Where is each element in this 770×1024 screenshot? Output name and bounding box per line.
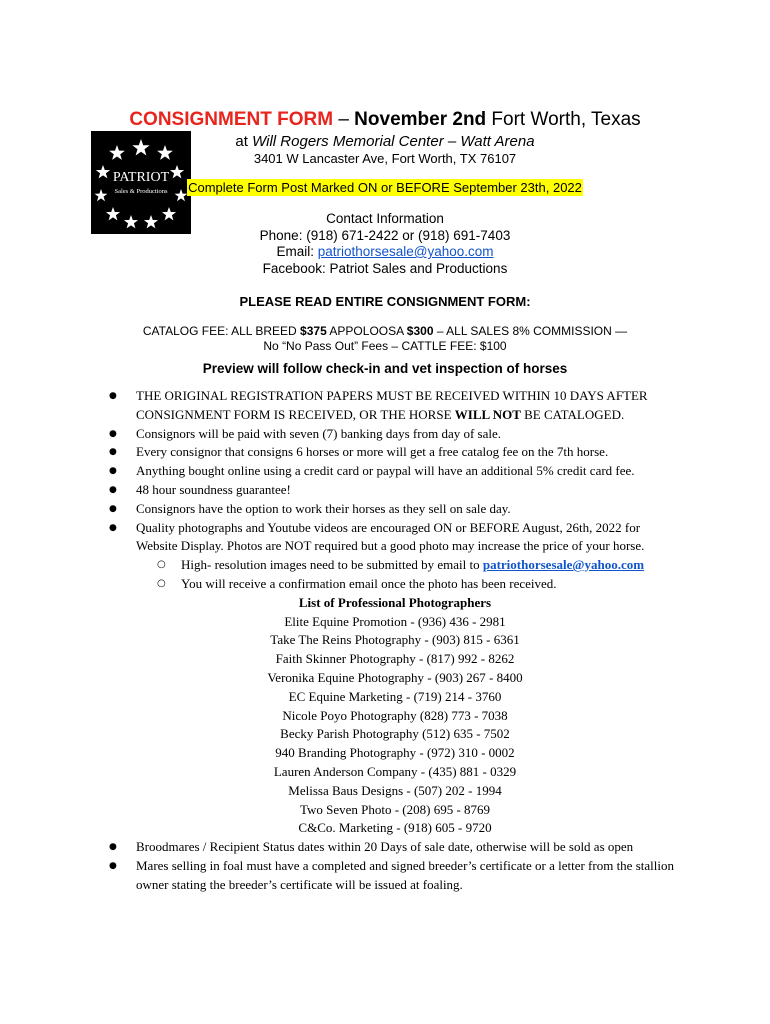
- circle-bullet-icon: ○: [157, 559, 166, 571]
- rules-list: [109, 387, 679, 895]
- list-item-text: Consignors have the option to work their horses as they sell on sale day.: [136, 500, 511, 516]
- title-place: Fort Worth, Texas: [486, 109, 641, 130]
- photographer-item: Lauren Anderson Company - (435) 881 - 0329: [273, 763, 517, 779]
- sub-list-item: [109, 556, 679, 575]
- fees-line-2: No “No Pass Out” Fees – CATTLE FEE: $100: [263, 339, 507, 353]
- bullet-icon: ●: [109, 391, 117, 401]
- list-item-bold: WILL NOT: [454, 406, 521, 422]
- photographer-item: Nicole Poyo Photography (828) 773 - 7038: [282, 707, 508, 723]
- deadline-line: [160, 179, 610, 196]
- sub-list-item: [109, 575, 679, 594]
- fees-block: [0, 324, 770, 354]
- photographers-list: [135, 594, 655, 838]
- contact-email-line: [0, 244, 770, 261]
- list-item-text: Consignors will be paid with seven (7) banking days from day of sale.: [136, 425, 502, 441]
- logo-tagline: Sales & Productions: [114, 188, 168, 195]
- photographer-item: Melissa Baus Designs - (507) 202 - 1994: [288, 782, 502, 798]
- photo-email-link[interactable]: patriothorsesale@yahoo.com: [482, 557, 645, 573]
- list-item-text: Quality photographs and Youtube videos are encouraged ON or BEFORE August, 26th, 2022 for Website Display. Photos are NOT required but a good photo may increase the price of your horse.: [136, 519, 645, 554]
- list-item-text: Every consignor that consigns 6 horses or more will get a free catalog fee on the 7th horse.: [136, 444, 609, 460]
- list-item-text: 48 hour soundness guarantee!: [136, 481, 291, 497]
- photographer-item: Becky Parish Photography (512) 635 - 7502: [280, 726, 510, 742]
- bullet-icon: ●: [109, 522, 117, 533]
- fees-line-1: [0, 324, 770, 339]
- title-dash: –: [333, 109, 355, 130]
- photographers-title: List of Professional Photographers: [298, 594, 492, 610]
- fee-all-breed: $375: [300, 324, 327, 338]
- contact-phone: Phone: (918) 671-2422 or (918) 691-7403: [259, 227, 511, 243]
- list-item-text: Anything bought online using a credit card or paypal will have an additional 5% credit card fee.: [136, 463, 635, 479]
- sub-item-text: High- resolution images need to be submitted by email to: [181, 557, 483, 573]
- list-item-text: Broodmares / Recipient Status dates within 20 Days of sale date, otherwise will be sold as open: [136, 839, 634, 855]
- list-item: [109, 838, 679, 857]
- venue-name: Will Rogers Memorial Center – Watt Arena: [252, 133, 535, 150]
- title-date: November 2nd: [354, 109, 487, 130]
- list-item: [109, 387, 679, 425]
- circle-bullet-icon: ○: [157, 577, 166, 589]
- bullet-icon: ●: [109, 842, 117, 853]
- list-item: [109, 519, 679, 557]
- list-item: [109, 481, 679, 500]
- bullet-icon: ●: [109, 484, 117, 495]
- fee-appaloosa: $300: [406, 324, 434, 338]
- preview-note: Preview will follow check-in and vet inspection of horses: [202, 361, 568, 376]
- contact-facebook: Facebook: Patriot Sales and Productions: [262, 260, 508, 276]
- fees-text: – ALL SALES 8% COMMISSION —: [433, 324, 628, 338]
- bullet-icon: ●: [109, 503, 117, 514]
- sub-item-text: You will receive a confirmation email once the photo has been received.: [181, 575, 557, 591]
- bullet-icon: ●: [109, 466, 117, 477]
- photographer-item: Faith Skinner Photography - (817) 992 - 8262: [275, 651, 515, 667]
- contact-email-link[interactable]: patriothorsesale@yahoo.com: [317, 244, 494, 259]
- contact-email-label: Email:: [276, 244, 318, 259]
- list-item-text: THE ORIGINAL REGISTRATION PAPERS MUST BE RECEIVED WITHIN 10 DAYS AFTER CONSIGNMENT FORM IS RECEIVED, OR THE HORSE: [136, 388, 648, 422]
- list-item: [109, 443, 679, 462]
- photographer-item: Take The Reins Photography - (903) 815 - 6361: [270, 632, 520, 648]
- photographer-item: Two Seven Photo - (208) 695 - 8769: [299, 801, 491, 817]
- photographer-item: Elite Equine Promotion - (936) 436 - 2981: [284, 613, 506, 629]
- venue-address: 3401 W Lancaster Ave, Fort Worth, TX 76107: [253, 151, 517, 166]
- contact-block: [0, 211, 770, 277]
- bullet-icon: ●: [109, 447, 117, 458]
- contact-heading: Contact Information: [326, 211, 444, 226]
- bullet-icon: ●: [109, 428, 117, 439]
- page-title: [0, 108, 770, 132]
- venue-prefix: at: [235, 133, 253, 150]
- photographer-item: 940 Branding Photography - (972) 310 - 0002: [275, 745, 515, 761]
- photographer-item: Veronika Equine Photography - (903) 267 - 8400: [267, 669, 523, 685]
- list-item: [109, 425, 679, 444]
- fees-text: APPOLOOSA: [326, 324, 407, 338]
- logo-brand: PATRIOT: [112, 170, 170, 185]
- photographer-item: EC Equine Marketing - (719) 214 - 3760: [288, 688, 502, 704]
- venue-line: [160, 133, 610, 151]
- list-item: [109, 857, 679, 895]
- list-item: [109, 500, 679, 519]
- photographer-item: C&Co. Marketing - (918) 605 - 9720: [298, 820, 492, 836]
- deadline-highlight: Complete Form Post Marked ON or BEFORE September 23th, 2022: [188, 180, 582, 195]
- fees-text: CATALOG FEE: ALL BREED: [142, 324, 301, 338]
- list-item-text: BE CATALOGED.: [520, 406, 625, 422]
- list-item-text: Mares selling in foal must have a completed and signed breeder’s certificate or a letter from the stallion owner stating the breeder’s certificate will be issued at foaling.: [136, 857, 674, 892]
- read-heading: PLEASE READ ENTIRE CONSIGNMENT FORM:: [239, 294, 531, 309]
- bullet-icon: ●: [109, 860, 117, 871]
- title-consignment-form: CONSIGNMENT FORM: [129, 109, 334, 130]
- list-item: [109, 462, 679, 481]
